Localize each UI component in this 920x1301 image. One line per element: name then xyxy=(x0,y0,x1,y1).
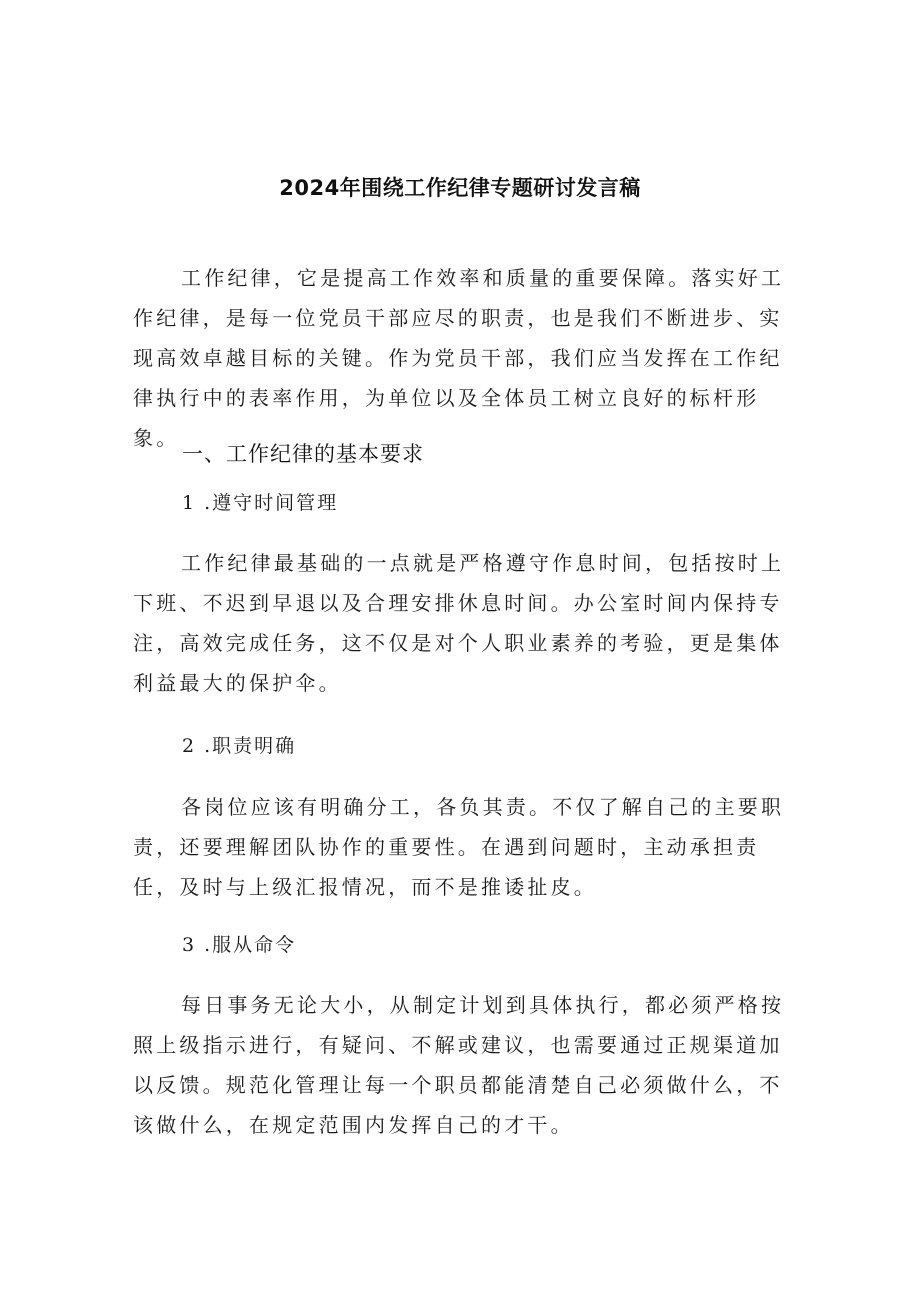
item-3-body: 每日事务无论大小，从制定计划到具体执行，都必须严格按照上级指示进行，有疑问、不解或建议，也需要通过正规渠道加以反馈。规范化管理让每一个职员都能清楚自己必须做什么，不该做什么，在规定范围内发挥自己的才干。 xyxy=(133,993,785,1137)
item-1-body: 工作纪律最基础的一点就是严格遵守作息时间，包括按时上下班、不迟到早退以及合理安排休息时间。办公室时间内保持专注，高效完成任务，这不仅是对个人职业素养的考验，更是集体利益最大的保护伞。 xyxy=(133,551,785,695)
item-2-heading: 2 .职责明确 xyxy=(182,735,297,757)
item-1-heading: 1 .遵守时间管理 xyxy=(182,492,339,514)
intro-paragraph: 工作纪律，它是提高工作效率和质量的重要保障。落实好工作纪律，是每一位党员干部应尽的职责，也是我们不断进步、实现高效卓越目标的关键。作为党员干部，我们应当发挥在工作纪律执行中的表率作用，为单位以及全体员工树立良好的标杆形象。 xyxy=(133,266,785,450)
section-heading: 一、工作纪律的基本要求 xyxy=(182,442,424,466)
item-3-heading: 3 .服从命令 xyxy=(182,934,297,956)
item-2-body: 各岗位应该有明确分工，各负其责。不仅了解自己的主要职责，还要理解团队协作的重要性。在遇到问题时，主动承担责任，及时与上级汇报情况，而不是推诿扯皮。 xyxy=(133,795,785,899)
document-title: 2024年围绕工作纪律专题研讨发言稿 xyxy=(279,176,641,200)
